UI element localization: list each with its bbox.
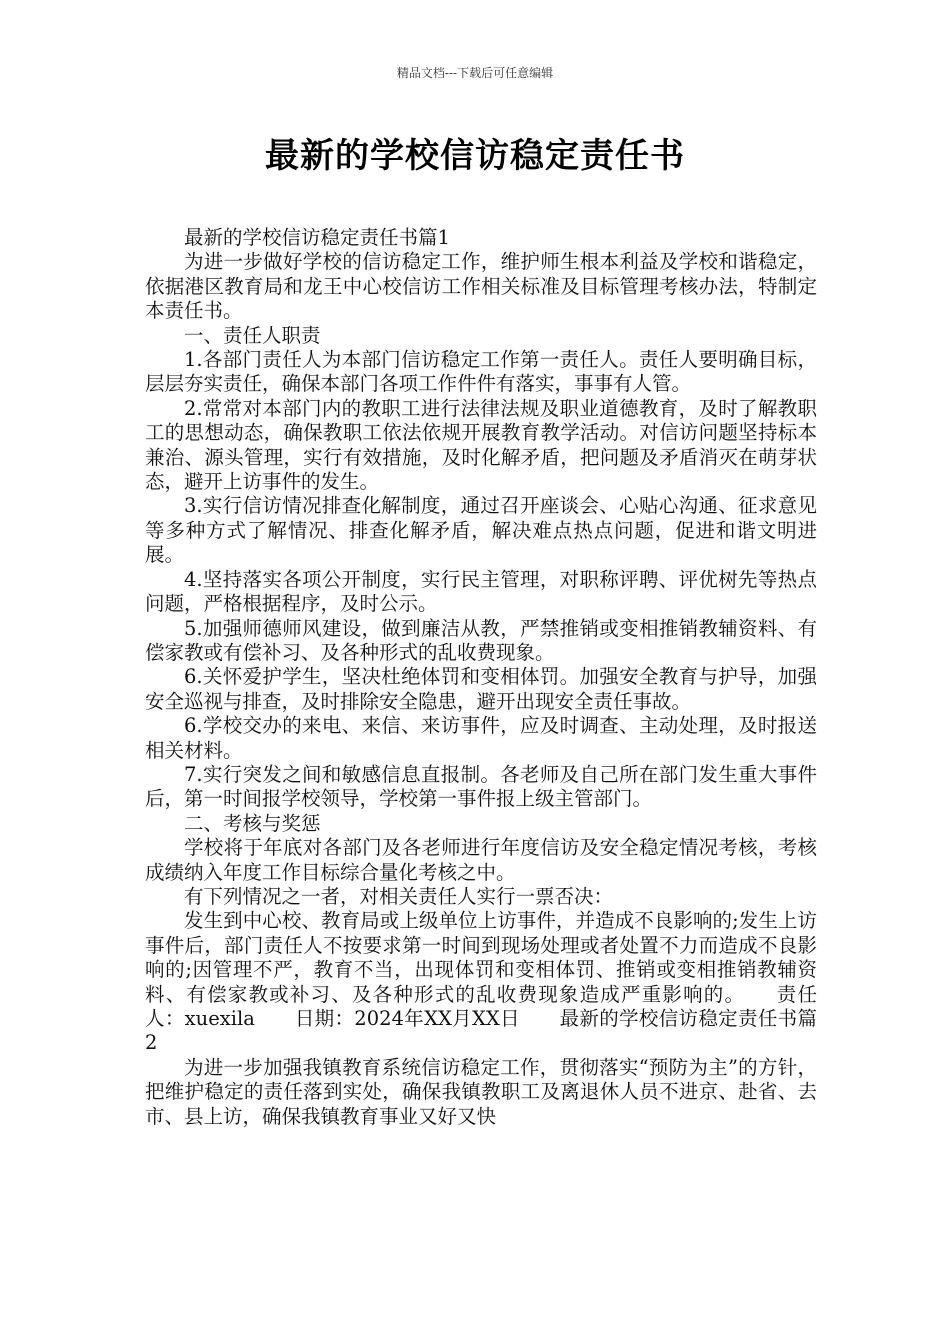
paragraph: 4.坚持落实各项公开制度，实行民主管理，对职称评聘、评优树先等热点问题，严格根据程序，及时公示。 bbox=[145, 567, 817, 616]
paragraph: 为进一步做好学校的信访稳定工作，维护师生根本利益及学校和谐稳定，依据港区教育局和龙王中心校信访工作相关标准及目标管理考核办法，特制定本责任书。 bbox=[145, 250, 817, 323]
paragraph: 发生到中心校、教育局或上级单位上访事件，并造成不良影响的;发生上访事件后，部门责任人不按要求第一时间到现场处理或者处置不力而造成不良影响的;因管理不严，教育不当，出现体罚和变相体罚、推销或变相推销教辅资料、有偿家教或补习、及各种形式的乱收费现象造成严重影响的。 责任人：xuexila 日期：2024年XX月XX日 最新的学校信访稳定责任书篇2 bbox=[145, 909, 817, 1055]
paragraph: 6.关怀爱护学生，坚决杜绝体罚和变相体罚。加强安全教育与护导，加强安全巡视与排查，及时排除安全隐患，避开出现安全责任事故。 bbox=[145, 665, 817, 713]
header-note: 精品文档---下载后可任意编辑 bbox=[396, 66, 554, 80]
paragraph: 2.常常对本部门内的教职工进行法律法规及职业道德教育，及时了解教职工的思想动态，确保教职工依法依规开展教育教学活动。对信访问题坚持标本兼治、源头管理，实行有效措施，及时化解矛盾，把问题及矛盾消灭在萌芽状态，避开上访事件的发生。 bbox=[145, 396, 817, 494]
paragraph: 6.学校交办的来电、来信、来访事件，应及时调查、主动处理，及时报送相关材料。 bbox=[145, 714, 817, 762]
document-title: 最新的学校信访稳定责任书 bbox=[265, 136, 685, 176]
section-heading: 一、责任人职责 bbox=[184, 323, 321, 347]
paragraph: 为进一步加强我镇教育系统信访稳定工作，贯彻落实“预防为主”的方针，把维护稳定的责任落到实处，确保我镇教职工及离退休人员不进京、赴省、去市、县上访，确保我镇教育事业又好又快 bbox=[145, 1055, 817, 1128]
paragraph: 5.加强师德师风建设，做到廉洁从教，严禁推销或变相推销教辅资料、有偿家教或有偿补习、及各种形式的乱收费现象。 bbox=[145, 616, 817, 664]
paragraph: 1.各部门责任人为本部门信访稳定工作第一责任人。责任人要明确目标，层层夯实责任，确保本部门各项工作件件有落实，事事有人管。 bbox=[145, 348, 817, 396]
paragraph: 有下列情况之一者，对相关责任人实行一票否决： bbox=[184, 884, 614, 908]
document-body bbox=[145, 226, 817, 1129]
paragraph: 7.实行突发之间和敏感信息直报制。各老师及自己所在部门发生重大事件后，第一时间报学校领导，学校第一事件报上级主管部门。 bbox=[145, 762, 817, 811]
paragraph: 3.实行信访情况排查化解制度，通过召开座谈会、心贴心沟通、征求意见等多种方式了解情况、排查化解矛盾，解决难点热点问题，促进和谐文明进展。 bbox=[145, 494, 817, 567]
paragraph: 学校将于年底对各部门及各老师进行年度信访及安全稳定情况考核，考核成绩纳入年度工作目标综合量化考核之中。 bbox=[145, 836, 817, 884]
section-heading: 最新的学校信访稳定责任书篇1 bbox=[184, 226, 450, 249]
section-heading: 二、考核与奖惩 bbox=[184, 811, 321, 835]
